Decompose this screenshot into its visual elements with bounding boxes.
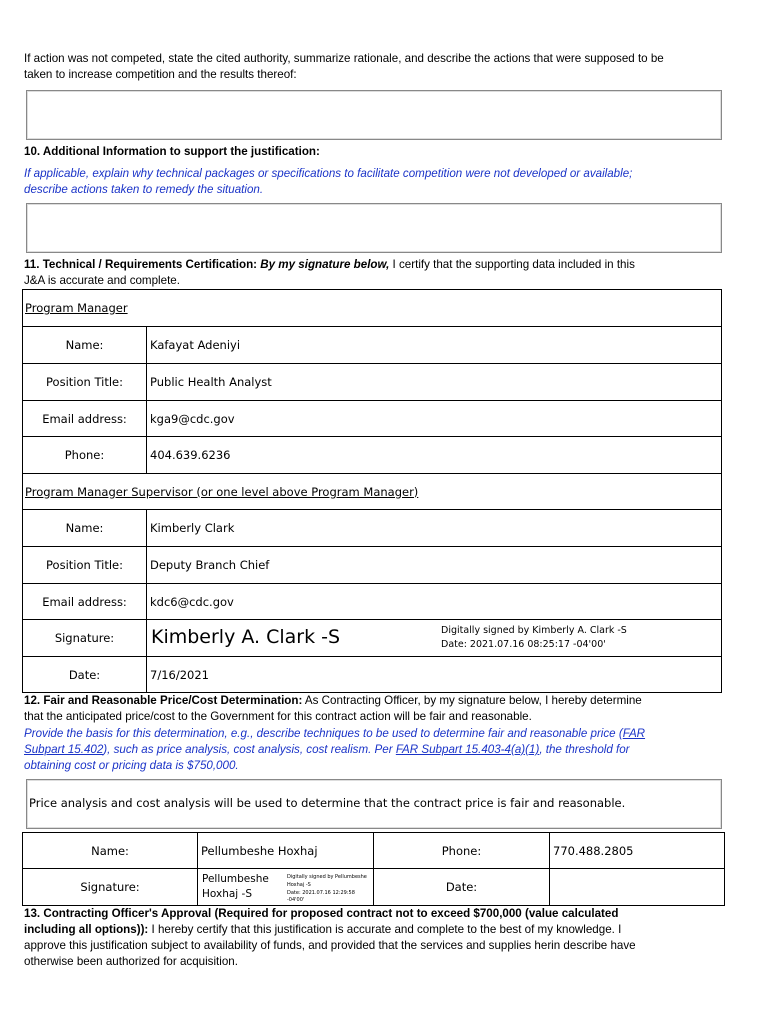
sup-signature-note-1: Digitally signed by Kimberly A. Clark -S [441, 625, 627, 636]
pm-phone-label: Phone: [22, 436, 147, 474]
program-manager-title: Program Manager [25, 301, 128, 315]
competition-rationale-field[interactable] [26, 90, 722, 140]
pm-position-label: Position Title: [22, 363, 147, 401]
far-subpart-15-403-link[interactable]: FAR Subpart 15.403-4(a)(1) [395, 743, 540, 756]
co-name-value[interactable]: Pellumbeshe Hoxhaj [197, 832, 374, 869]
section-12-hint-1 [24, 726, 729, 742]
co-signature-label: Signature: [22, 868, 198, 906]
co-signature-field[interactable] [197, 868, 374, 906]
co-signature-name-2: Hoxhaj -S [202, 888, 253, 900]
sup-name-value[interactable]: Kimberly Clark [146, 509, 722, 547]
section-12-hint-2-end: , the threshold for [539, 743, 630, 756]
co-signature-note-1: Digitally signed by Pellumbeshe [287, 874, 367, 880]
co-signature-note-3: Date: 2021.07.16 12:29:58 -04'00' [287, 890, 355, 903]
pm-name-value[interactable]: Kafayat Adeniyi [146, 326, 722, 364]
co-name-label: Name: [22, 832, 198, 869]
far-subpart-15-402-link[interactable]: Subpart 15.402 [24, 743, 104, 756]
section-13-heading: 13. Contracting Officer's Approval (Required for proposed contract not to exceed $700,000 (value calculated [24, 907, 619, 920]
section-12-title: 12. Fair and Reasonable Price/Cost Determination: [24, 694, 303, 707]
sup-signature-note-2: Date: 2021.07.16 08:25:17 -04'00' [441, 639, 606, 650]
section-12-hint-1-text: Provide the basis for this determination, e.g., describe techniques to be used to determine fair and reasonable price ( [24, 727, 623, 740]
additional-info-field[interactable] [26, 203, 722, 253]
sup-date-value[interactable]: 7/16/2021 [146, 656, 722, 693]
co-signature-note-2: Hoxhaj -S [287, 882, 311, 888]
pm-phone-value[interactable]: 404.639.6236 [146, 436, 722, 474]
program-manager-title-cell [22, 289, 722, 327]
sup-email-label: Email address: [22, 583, 147, 620]
sup-signature-name: Kimberly A. Clark -S [151, 626, 341, 648]
intro-line-2: taken to increase competition and the results thereof: [24, 68, 297, 81]
section-12-hint-2 [24, 742, 729, 758]
co-date-value[interactable] [549, 868, 725, 906]
co-phone-value[interactable]: 770.488.2805 [549, 832, 725, 869]
section-11-heading [24, 257, 729, 273]
co-phone-label: Phone: [373, 832, 550, 869]
section-10-hint-1: If applicable, explain why technical packages or specifications to facilitate competition were not developed or available; [24, 167, 633, 180]
pm-position-value[interactable]: Public Health Analyst [146, 363, 722, 401]
section-11-signature-phrase: By my signature below, [260, 258, 390, 271]
section-13-line-4: otherwise been authorized for acquisition. [24, 955, 238, 968]
supervisor-title: Program Manager Supervisor (or one level above Program Manager) [25, 484, 419, 499]
section-13-line-2-bold: including all options)): [24, 923, 149, 936]
sup-position-label: Position Title: [22, 546, 147, 584]
sup-signature-field[interactable] [146, 619, 722, 657]
pm-email-label: Email address: [22, 400, 147, 437]
section-11-heading-rest: I certify that the supporting data included in this [389, 258, 635, 271]
section-11-line-2: J&A is accurate and complete. [24, 274, 180, 287]
section-13-line-2 [24, 922, 729, 938]
section-13-line-2-rest: I hereby certify that this justification is accurate and complete to the best of my knowledge. I [148, 923, 622, 936]
section-12-heading [24, 693, 729, 709]
co-signature-name-1: Pellumbeshe [202, 873, 269, 885]
section-10-heading: 10. Additional Information to support the justification: [24, 145, 320, 158]
sup-position-value[interactable]: Deputy Branch Chief [146, 546, 722, 584]
section-12-heading-rest: As Contracting Officer, by my signature below, I hereby determine [302, 694, 642, 707]
sup-signature-label: Signature: [22, 619, 147, 657]
section-12-hint-3: obtaining cost or pricing data is $750,000. [24, 759, 239, 772]
section-10-hint-2: describe actions taken to remedy the situation. [24, 183, 264, 196]
section-12-line-2: that the anticipated price/cost to the Government for this contract action will be fair and reasonable. [24, 710, 532, 723]
far-link[interactable]: FAR [622, 727, 646, 740]
sup-name-label: Name: [22, 509, 147, 547]
co-date-label: Date: [373, 868, 550, 906]
price-basis-text: Price analysis and cost analysis will be used to determine that the contract price is fair and reasonable. [29, 796, 626, 810]
price-basis-field[interactable] [26, 779, 722, 829]
intro-line-1: If action was not competed, state the cited authority, summarize rationale, and describe the actions that were supposed to be [24, 52, 664, 65]
section-13-line-3: approve this justification subject to availability of funds, and provided that the services and supplies herin describe have [24, 939, 636, 952]
pm-name-label: Name: [22, 326, 147, 364]
pm-email-value[interactable]: kga9@cdc.gov [146, 400, 722, 437]
supervisor-title-cell [22, 473, 722, 510]
section-11-title: 11. Technical / Requirements Certification: [24, 258, 258, 271]
sup-email-value[interactable]: kdc6@cdc.gov [146, 583, 722, 620]
section-12-hint-2-mid: ), such as price analysis, cost analysis, cost realism. Per [103, 743, 396, 756]
sup-date-label: Date: [22, 656, 147, 693]
